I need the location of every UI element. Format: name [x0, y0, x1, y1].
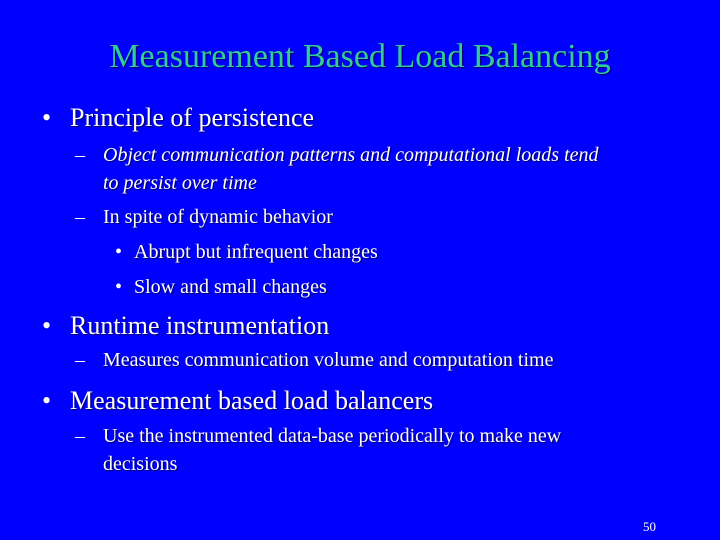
sub-sub-bullet-abrupt-changes: Abrupt but infrequent changes [134, 241, 378, 263]
bullet-marker: • [42, 386, 52, 415]
dash-marker: – [75, 144, 85, 166]
sub-bullet-measures: Measures communication volume and computation time [103, 349, 554, 371]
sub-bullet-persistence-line1: Object communication patterns and computational loads tend [103, 144, 599, 166]
sub-bullet-persistence-line2: to persist over time [103, 172, 257, 194]
bullet-marker: • [115, 276, 123, 298]
bullet-marker: • [42, 103, 52, 132]
dash-marker: – [75, 425, 85, 447]
bullet-measurement-based-load-balancers: Measurement based load balancers [70, 386, 434, 415]
bullet-marker: • [115, 241, 123, 263]
dash-marker: – [75, 206, 85, 228]
bullet-marker: • [42, 311, 52, 340]
bullet-principle-of-persistence: Principle of persistence [70, 103, 315, 132]
bullet-runtime-instrumentation: Runtime instrumentation [70, 311, 330, 340]
slide-title: Measurement Based Load Balancing [109, 38, 611, 75]
dash-marker: – [75, 349, 85, 371]
sub-bullet-dynamic-behavior: In spite of dynamic behavior [103, 206, 333, 228]
sub-sub-bullet-slow-changes: Slow and small changes [134, 276, 327, 298]
page-number: 50 [643, 519, 656, 534]
sub-bullet-instrumented-database-line2: decisions [103, 453, 178, 475]
sub-bullet-instrumented-database-line1: Use the instrumented data-base periodically to make new [103, 425, 562, 447]
